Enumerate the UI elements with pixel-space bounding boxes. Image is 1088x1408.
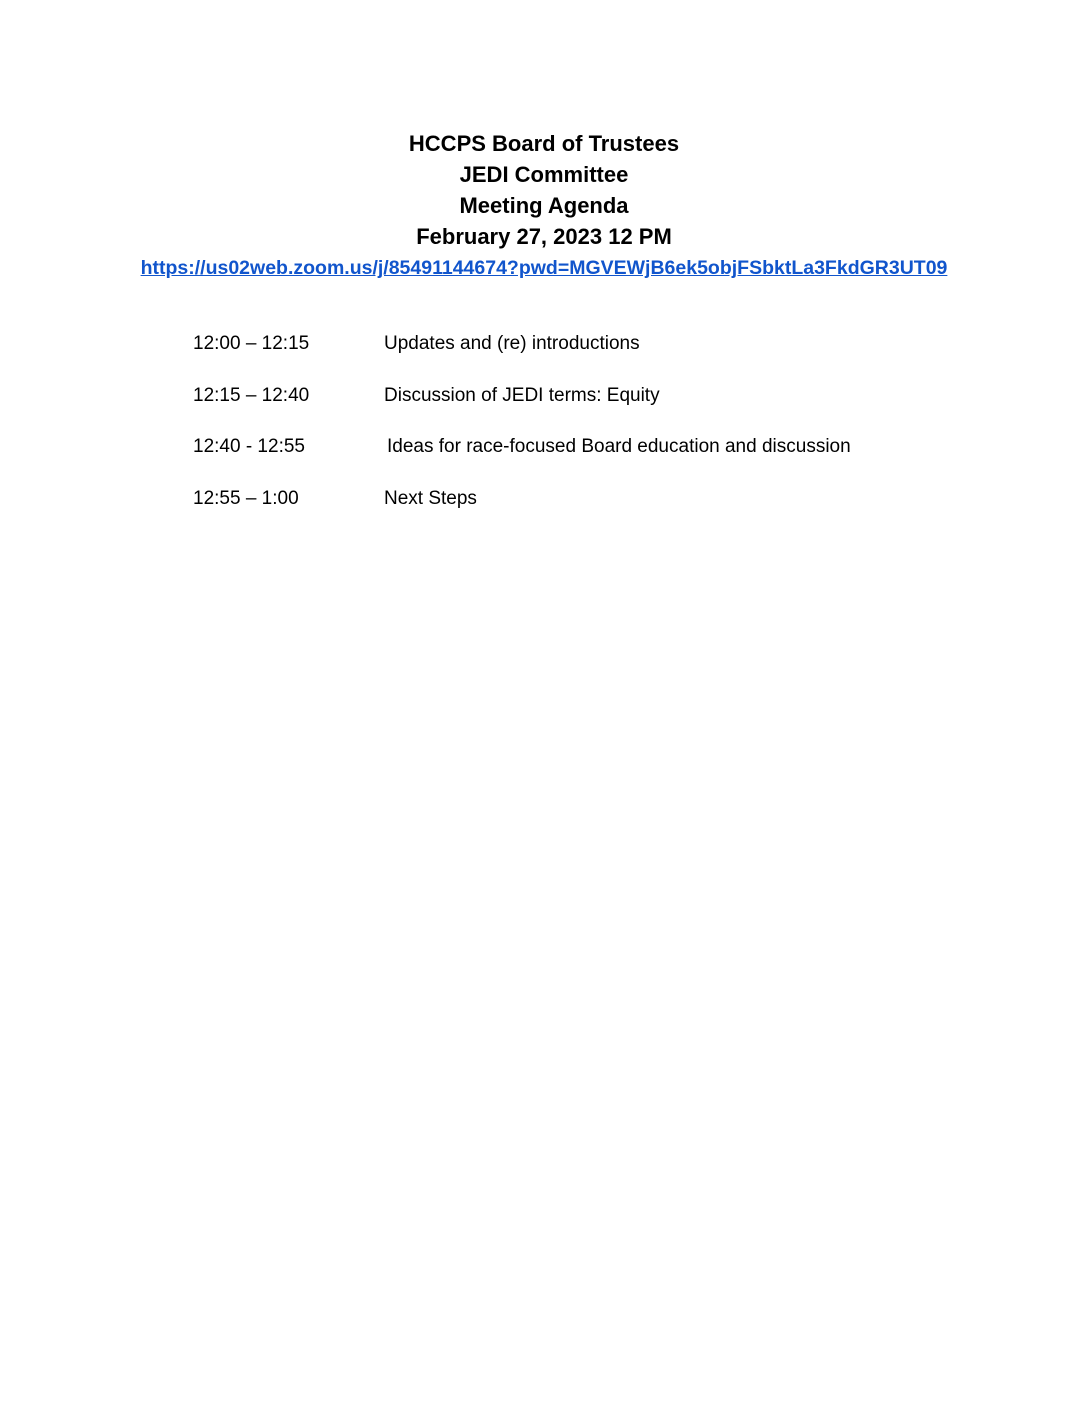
- document-header: [0, 128, 1088, 283]
- agenda-row: [193, 437, 1028, 457]
- doc-title-line-1: HCCPS Board of Trustees: [408, 131, 680, 156]
- zoom-meeting-link[interactable]: https://us02web.zoom.us/j/85491144674?pwd=MGVEWjB6ek5objFSbktLa3FkdGR3UT09: [140, 257, 948, 279]
- agenda-topic: Discussion of JEDI terms: Equity: [384, 384, 660, 406]
- agenda-row: [193, 489, 1028, 509]
- doc-title-line-4: February 27, 2023 12 PM: [416, 224, 672, 249]
- agenda-time: 12:55 – 1:00: [193, 487, 299, 509]
- agenda-time: 12:00 – 12:15: [193, 333, 310, 354]
- agenda-list: [193, 334, 1028, 540]
- agenda-row: [193, 386, 1028, 406]
- doc-title-line-3: Meeting Agenda: [459, 193, 629, 218]
- agenda-row: [193, 334, 1028, 354]
- agenda-topic: Ideas for race-focused Board education and discussion: [387, 436, 851, 457]
- agenda-topic: Updates and (re) introductions: [384, 333, 640, 354]
- agenda-topic: Next Steps: [384, 487, 477, 509]
- agenda-time: 12:15 – 12:40: [193, 384, 310, 406]
- agenda-time: 12:40 - 12:55: [193, 436, 305, 457]
- doc-title-line-2: JEDI Committee: [459, 162, 629, 187]
